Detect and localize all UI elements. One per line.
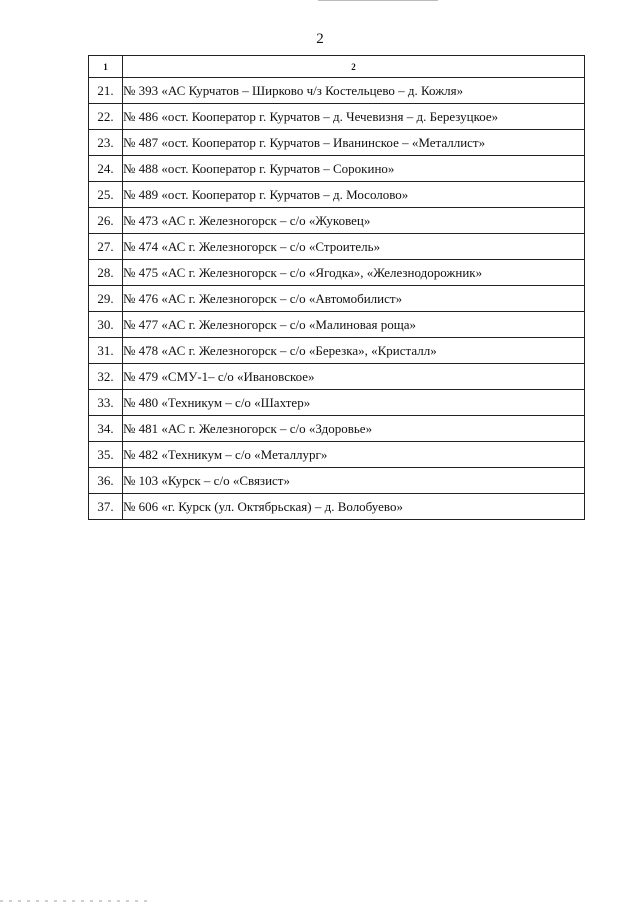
table-row <box>89 468 585 494</box>
table-row <box>89 130 585 156</box>
table-row <box>89 338 585 364</box>
header-col-2: 2 <box>123 56 585 78</box>
route-name: № 487 «ост. Кооператор г. Курчатов – Иванинское – «Металлист» <box>123 130 585 156</box>
route-name: № 477 «АС г. Железногорск – с/о «Малиновая роща» <box>123 312 585 338</box>
table-header-row <box>89 56 585 78</box>
route-name: № 606 «г. Курск (ул. Октябрьская) – д. Волобуево» <box>123 494 585 520</box>
route-name: № 488 «ост. Кооператор г. Курчатов – Сорокино» <box>123 156 585 182</box>
route-name: № 474 «АС г. Железногорск – с/о «Строитель» <box>123 234 585 260</box>
table-row <box>89 208 585 234</box>
row-number: 32. <box>89 364 123 390</box>
row-number: 23. <box>89 130 123 156</box>
row-number: 31. <box>89 338 123 364</box>
row-number: 22. <box>89 104 123 130</box>
row-number: 28. <box>89 260 123 286</box>
route-name: № 482 «Техникум – с/о «Металлург» <box>123 442 585 468</box>
row-number: 36. <box>89 468 123 494</box>
route-name: № 479 «СМУ-1– с/о «Ивановское» <box>123 364 585 390</box>
table-row <box>89 364 585 390</box>
header-col-1: 1 <box>89 56 123 78</box>
route-name: № 475 «АС г. Железногорск – с/о «Ягодка», «Железнодорожник» <box>123 260 585 286</box>
table-row <box>89 312 585 338</box>
top-edge-rule <box>318 0 438 1</box>
row-number: 27. <box>89 234 123 260</box>
table-row <box>89 442 585 468</box>
row-number: 34. <box>89 416 123 442</box>
route-name: № 478 «АС г. Железногорск – с/о «Березка», «Кристалл» <box>123 338 585 364</box>
table-row <box>89 390 585 416</box>
table-row <box>89 234 585 260</box>
table-row <box>89 494 585 520</box>
route-name: № 480 «Техникум – с/о «Шахтер» <box>123 390 585 416</box>
table-row <box>89 156 585 182</box>
route-name: № 473 «АС г. Железногорск – с/о «Жуковец» <box>123 208 585 234</box>
row-number: 35. <box>89 442 123 468</box>
route-name: № 393 «АС Курчатов – Ширково ч/з Костельцево – д. Кожля» <box>123 78 585 104</box>
row-number: 25. <box>89 182 123 208</box>
table-row <box>89 78 585 104</box>
route-name: № 481 «АС г. Железногорск – с/о «Здоровье» <box>123 416 585 442</box>
routes-table <box>88 55 585 520</box>
row-number: 33. <box>89 390 123 416</box>
row-number: 37. <box>89 494 123 520</box>
row-number: 24. <box>89 156 123 182</box>
row-number: 26. <box>89 208 123 234</box>
page-number: 2 <box>316 31 324 47</box>
row-number: 21. <box>89 78 123 104</box>
route-name: № 486 «ост. Кооператор г. Курчатов – д. Чечевизня – д. Березуцкое» <box>123 104 585 130</box>
route-name: № 489 «ост. Кооператор г. Курчатов – д. Мосолово» <box>123 182 585 208</box>
table-row <box>89 416 585 442</box>
table-row <box>89 260 585 286</box>
table-row <box>89 104 585 130</box>
scan-artifact <box>0 900 150 902</box>
table-row <box>89 286 585 312</box>
table-row <box>89 182 585 208</box>
row-number: 29. <box>89 286 123 312</box>
row-number: 30. <box>89 312 123 338</box>
route-name: № 476 «АС г. Железногорск – с/о «Автомобилист» <box>123 286 585 312</box>
route-name: № 103 «Курск – с/о «Связист» <box>123 468 585 494</box>
